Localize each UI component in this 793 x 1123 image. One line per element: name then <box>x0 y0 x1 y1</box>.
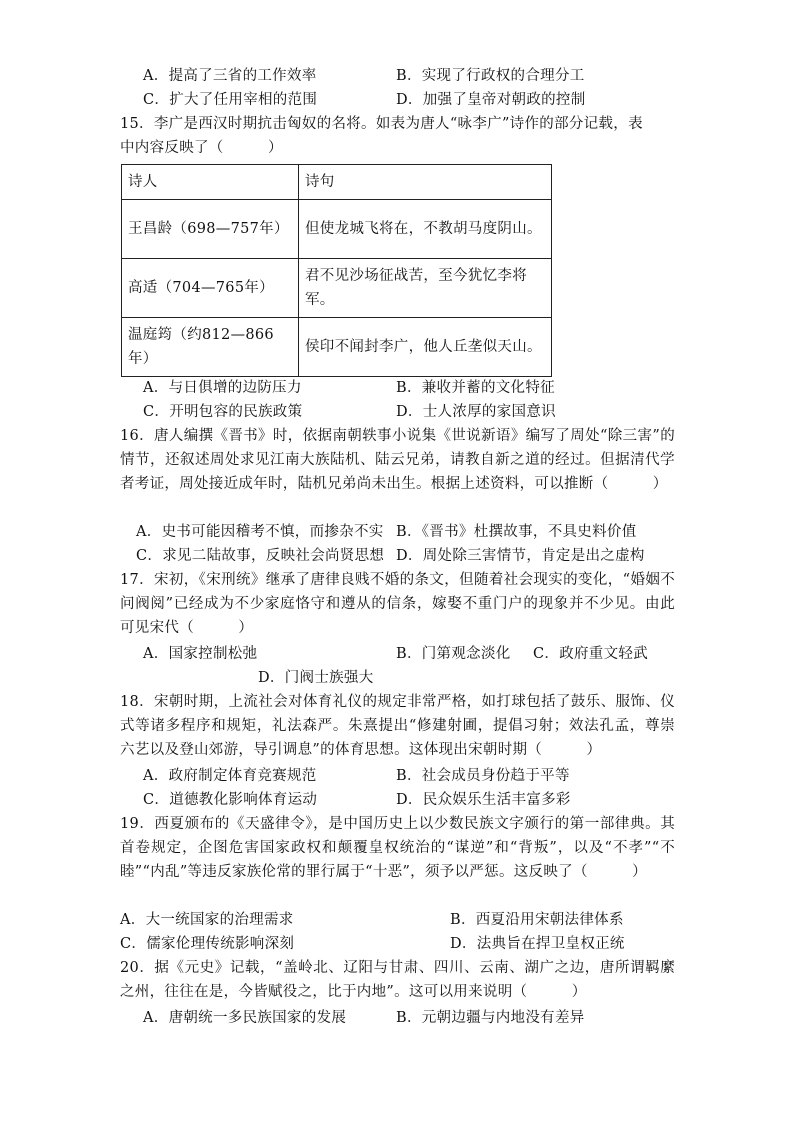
poet-cell: 高适（704—765年） <box>122 259 299 318</box>
q18-option-c: C．道德教化影响体育运动 <box>143 792 318 808</box>
q16-option-c: C．求见二陆故事，反映社会尚贤思想 <box>136 548 385 564</box>
q15-option-b: B．兼收并蓄的文化特征 <box>396 380 555 396</box>
q19-option-b: B．西夏沿用宋朝法律体系 <box>450 912 624 928</box>
q19-option-a: A．大一统国家的治理需求 <box>120 912 294 928</box>
table-row <box>122 259 552 318</box>
poem-table <box>121 164 552 377</box>
q18-option-d: D．民众娱乐生活丰富多彩 <box>396 792 571 808</box>
q16-option-b: B．《晋书》杜撰故事，不具史料价值 <box>396 524 637 540</box>
q14-option-d: D．加强了皇帝对朝政的控制 <box>396 92 586 108</box>
q17-option-a: A．国家控制松弛 <box>143 646 258 662</box>
q15-option-c: C．开明包容的民族政策 <box>143 404 303 420</box>
verse-cell: 但使龙城飞将在，不教胡马度阴山。 <box>299 200 552 259</box>
q18-option-b: B．社会成员身份趋于平等 <box>396 768 570 784</box>
table-header-verse: 诗句 <box>299 165 552 200</box>
q17-stem: 17．宋初，《宋刑统》继承了唐律良贱不婚的条文，但随着社会现实的变化，“婚姻不问阀阅”已经成为不少家庭恪守和遵从的信条，嫁娶不重门户的现象并不少见。由此可见宋代（ ） <box>120 572 675 636</box>
q20-option-a: A．唐朝统一多民族国家的发展 <box>143 1010 347 1026</box>
q17-option-d: D．门阀士族强大 <box>258 670 374 686</box>
q20-option-b: B．元朝边疆与内地没有差异 <box>396 1010 585 1026</box>
verse-cell: 侯印不闻封李广，他人丘垄似天山。 <box>299 318 552 377</box>
q17-option-b: B．门第观念淡化 <box>396 646 511 662</box>
q16-option-a: A．史书可能因稽考不慎，而掺杂不实 <box>136 524 384 540</box>
q14-option-a: A．提高了三省的工作效率 <box>143 68 317 84</box>
q15-option-d: D．士人浓厚的家国意识 <box>396 404 556 420</box>
verse-cell: 君不见沙场征战苦，至今犹忆李将军。 <box>299 259 552 318</box>
q18-stem: 18．宋朝时期，上流社会对体育礼仪的规定非常严格，如打球包括了鼓乐、服饰、仪式等诸多程序和规矩，礼法森严。朱熹提出“修建射圃，提倡习射；效法孔孟，尊崇六艺以及登山郊游，导引调息”的体育思想。这体现出宋朝时期（ ） <box>120 694 675 758</box>
q19-stem: 19．西夏颁布的《天盛律令》，是中国历史上以少数民族文字颁行的第一部律典。其首卷规定，企图危害国家政权和颠覆皇权统治的“谋逆”和“背叛”，以及“不孝”“不睦”“内乱”等违反家族伦常的罪行属于“十恶”，须予以严惩。这反映了（ ） <box>120 816 675 880</box>
q14-option-b: B．实现了行政权的合理分工 <box>396 68 585 84</box>
q15-stem-line1: 15．李广是西汉时期抗击匈奴的名将。如表为唐人“咏李广”诗作的部分记载，表 <box>120 116 643 132</box>
q16-option-d: D．周处除三害情节，肯定是出之虚构 <box>396 548 645 564</box>
poet-cell: 王昌龄（698—757年） <box>122 200 299 259</box>
q15-option-a: A．与日俱增的边防压力 <box>143 380 302 396</box>
q16-stem: 16．唐人编撰《晋书》时，依据南朝轶事小说集《世说新语》编写了周处“除三害”的情节，还叙述周处求见江南大族陆机、陆云兄弟，请教自新之道的经过。但据清代学者考证，周处接近成年时，陆机兄弟尚未出生。根据上述资料，可以推断（ ） <box>120 428 675 492</box>
q15-stem-line2: 中内容反映了（ ） <box>120 140 283 156</box>
table-header-row <box>122 165 552 200</box>
q20-stem: 20．据《元史》记载，“盖岭北、辽阳与甘肃、四川、云南、湖广之边，唐所谓羁縻之州，往往在是，今皆赋役之，比于内地”。这可以用来说明（ ） <box>120 960 675 1000</box>
q17-option-c: C．政府重文轻武 <box>533 646 648 662</box>
table-row <box>122 318 552 377</box>
q14-option-c: C．扩大了任用宰相的范围 <box>143 92 318 108</box>
q18-option-a: A．政府制定体育竞赛规范 <box>143 768 317 784</box>
q19-option-c: C．儒家伦理传统影响深刻 <box>120 936 295 952</box>
table-row <box>122 200 552 259</box>
q19-option-d: D．法典旨在捍卫皇权正统 <box>450 936 625 952</box>
table-header-poet: 诗人 <box>122 165 299 200</box>
poet-cell: 温庭筠（约812—866年） <box>122 318 299 377</box>
